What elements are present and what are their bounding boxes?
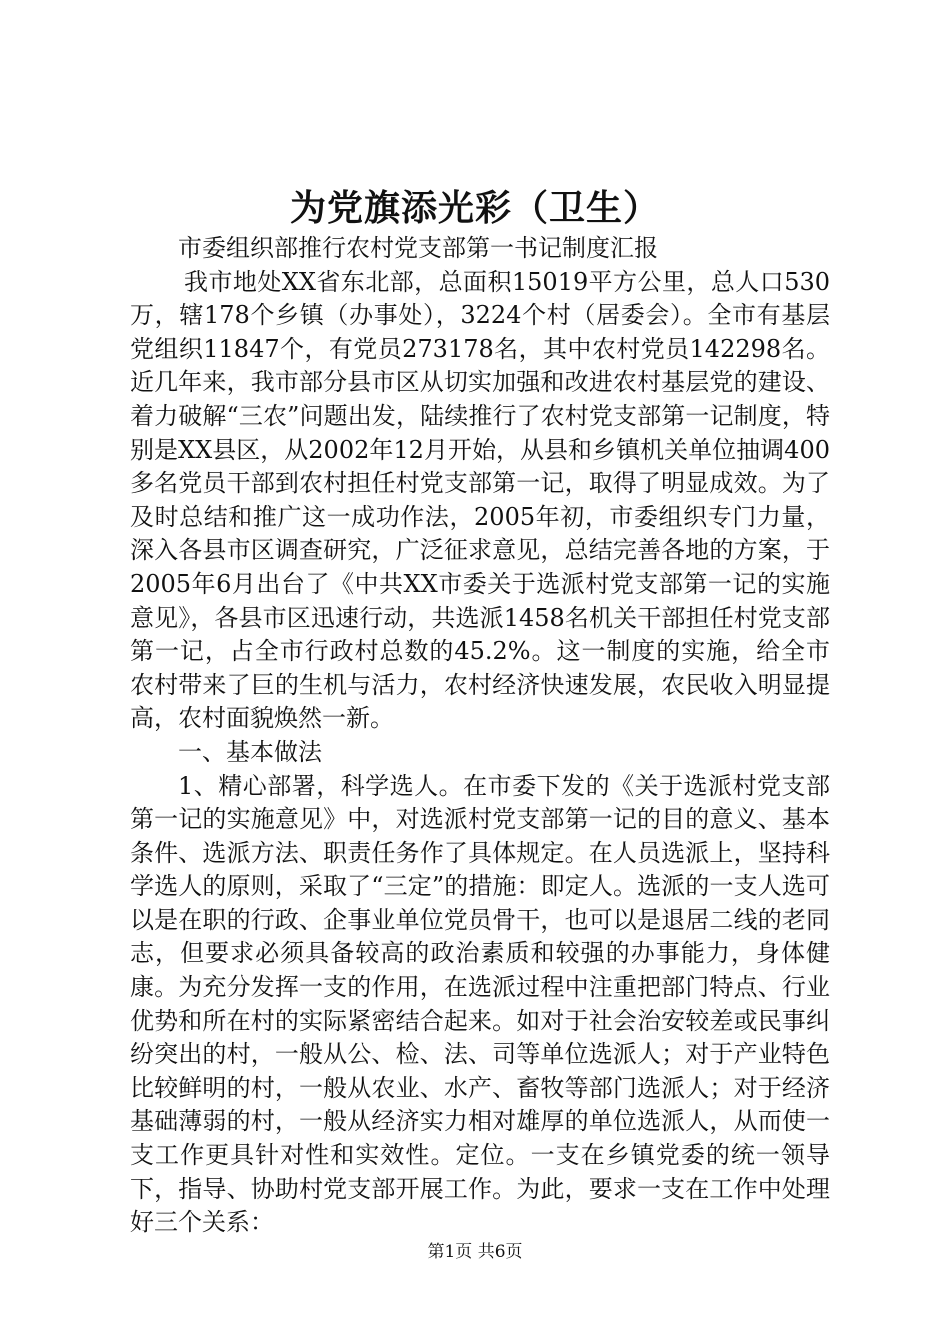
document-body (130, 232, 830, 1240)
document-subtitle: 市委组织部推行农村党支部第一书记制度汇报 (178, 234, 658, 262)
document-title: 为党旗添光彩（卫生） (289, 187, 660, 229)
paragraph-intro: 我市地处XX省东北部，总面积15019平方公里，总人口530万，辖178个乡镇（办事处），3224个村（居委会）。全市有基层党组织11847个，有党员273178名，其中农村党员142298名。近几年来，我市部分县市区从切实加强和改进农村基层党的建设、着力破解“三农”问题出发，陆续推行了农村党支部第一记制度，特别是XX县区，从2002年12月开始，从县和乡镇机关单位抽调400多名党员干部到农村担任村党支部第一记，取得了明显成效。为了及时总结和推广这一成功作法，2005年初，市委组织专门力量，深入各县市区调查研究，广泛征求意见，总结完善各地的方案，于2005年6月出台了《中共XX市委关于选派村党支部第一记的实施意见》，各县市区迅速行动，共选派1458名机关干部担任村党支部第一记，占全市行政村总数的45.2%。这一制度的实施，给全市农村带来了巨的生机与活力，农村经济快速发展，农民收入明显提高，农村面貌焕然一新。 (130, 267, 830, 733)
paragraph-section-1: 1、精心部署，科学选人。在市委下发的《关于选派村党支部第一记的实施意见》中，对选派村党支部第一记的目的意义、基本条件、选派方法、职责任务作了具体规定。在人员选派上，坚持科学选人的原则，采取了“三定”的措施：即定人。选派的一支人选可以是在职的行政、企事业单位党员骨干，也可以是退居二线的老同志，但要求必须具备较高的政治素质和较强的办事能力，身体健康。为充分发挥一支的作用，在选派过程中注重把部门特点、行业优势和所在村的实际紧密结合起来。如对于社会治安较差或民事纠纷突出的村，一般从公、检、法、司等单位选派人；对于产业特色比较鲜明的村，一般从农业、水产、畜牧等部门选派人；对于经济基础薄弱的村，一般从经济实力相对雄厚的单位选派人，从而使一支工作更具针对性和实效性。定位。一支在乡镇党委的统一领导下，指导、协助村党支部开展工作。为此，要求一支在工作中处理好三个关系： (130, 771, 830, 1237)
page-footer: 第1页 共6页 (427, 1242, 523, 1262)
section-heading: 一、基本做法 (178, 737, 322, 766)
